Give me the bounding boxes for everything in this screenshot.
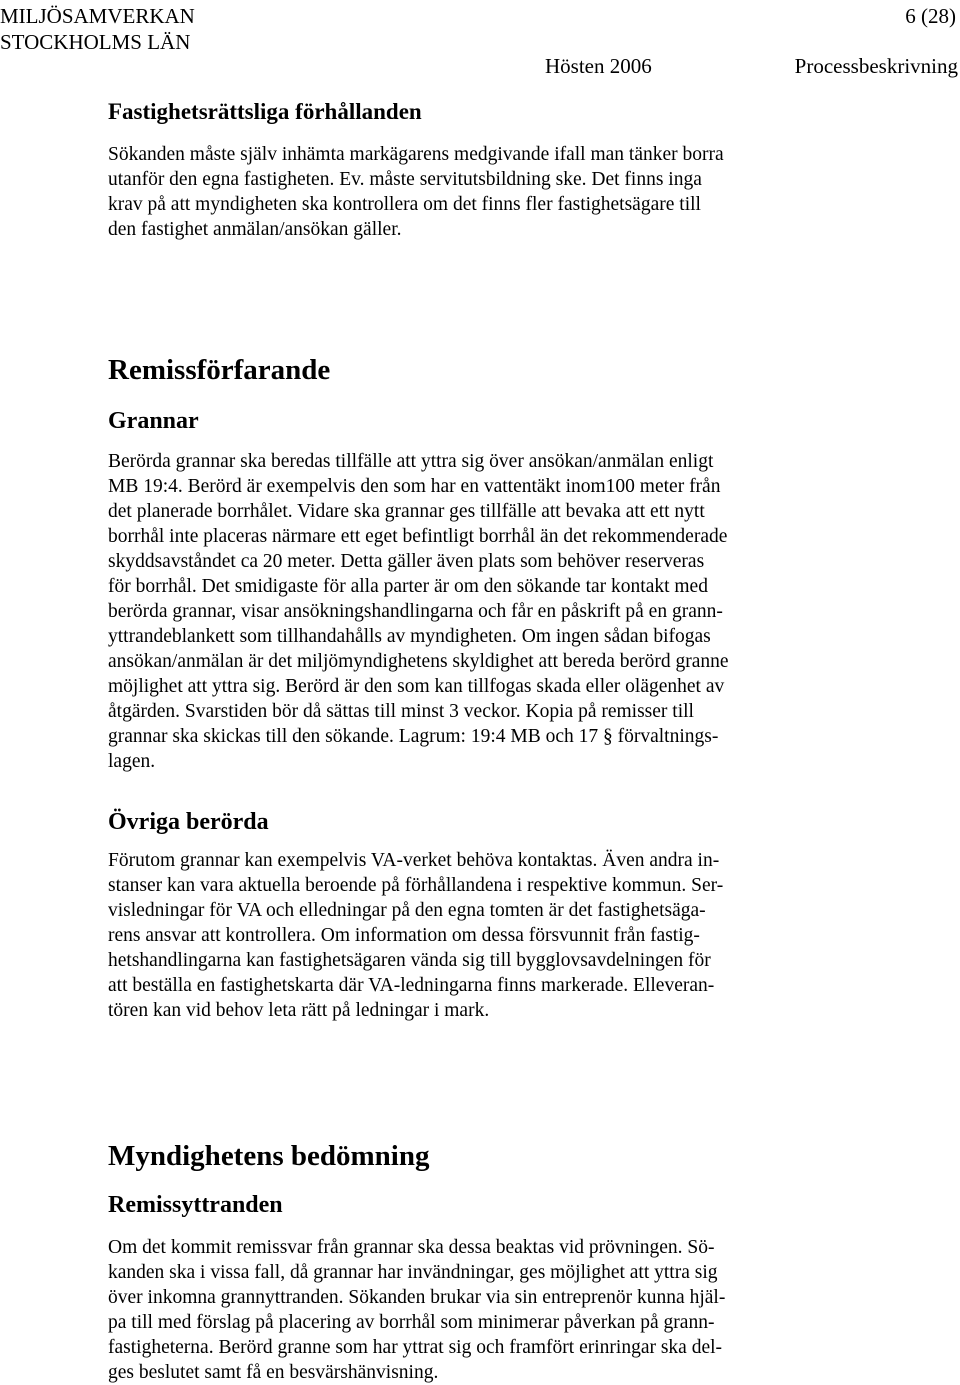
text-line: yttrandeblankett som tillhandahålls av myndigheten. Om ingen sådan bifogas <box>108 626 711 647</box>
text-line: borrhål inte placeras närmare ett eget befintligt borrhål än det rekommenderade <box>108 526 728 547</box>
text-line: hetshandlingarna kan fastighetsägaren vända sig till bygglovsavdelningen för <box>108 950 711 971</box>
text-line: den fastighet anmälan/ansökan gäller. <box>108 219 402 240</box>
text-line: ges beslutet samt få en besvärshänvisning. <box>108 1362 439 1383</box>
text-line: åtgärden. Svarstiden bör då sättas till minst 3 veckor. Kopia på remisser till <box>108 701 694 722</box>
text-line: pa till med förslag på placering av borrhål som minimerar påverkan på grann- <box>108 1312 715 1333</box>
text-line: rens ansvar att kontrollera. Om information om dessa försvunnit från fastig- <box>108 925 700 946</box>
text-line: visledningar för VA och elledningar på den egna tomten är det fastighetsäga- <box>108 900 706 921</box>
text-line: skyddsavståndet ca 20 meter. Detta gäller även plats som behöver reserveras <box>108 551 705 572</box>
text-line: berörda grannar, visar ansökningshandlingarna och får en påskrift på en grann- <box>108 601 723 622</box>
text-line: stanser kan vara aktuella beroende på förhållandena i respektive kommun. Ser- <box>108 875 724 896</box>
text-line: tören kan vid behov leta rätt på ledningar i mark. <box>108 1000 490 1021</box>
text-line: lagen. <box>108 751 156 772</box>
text-line: över inkomna grannyttranden. Sökanden brukar via sin entreprenör kunna hjäl- <box>108 1287 726 1308</box>
paragraph-ovriga <box>108 848 848 1023</box>
text-line: Sökanden måste själv inhämta markägarens medgivande ifall man tänker borra <box>108 144 724 165</box>
text-line: att beställa en fastighetskarta där VA-ledningarna finns markerade. Elleveran- <box>108 975 715 996</box>
org-name-line1: MILJÖSAMVERKAN <box>0 4 195 28</box>
text-line: möjlighet att yttra sig. Berörd är den som kan tillfogas skada eller olägenhet av <box>108 676 725 697</box>
paragraph-bedomning <box>108 1235 848 1385</box>
text-line: Berörda grannar ska beredas tillfälle att yttra sig över ansökan/anmälan enligt <box>108 451 714 472</box>
section-heading-remiss: Remissförfarande <box>108 354 331 386</box>
paragraph-grannar <box>108 449 848 774</box>
org-name-line2: STOCKHOLMS LÄN <box>0 30 191 54</box>
text-line: ansökan/anmälan är det miljömyndighetens skyldighet att bereda berörd granne <box>108 651 729 672</box>
text-line: utanför den egna fastigheten. Ev. måste servitutsbildning ske. Det finns inga <box>108 169 702 190</box>
text-line: för borrhål. Det smidigaste för alla parter är om den sökande tar kontakt med <box>108 576 708 597</box>
text-line: Om det kommit remissvar från grannar ska dessa beaktas vid prövningen. Sö- <box>108 1237 715 1258</box>
section-heading-fastighet: Fastighetsrättsliga förhållanden <box>108 99 422 124</box>
text-line: grannar ska skickas till den sökande. Lagrum: 19:4 MB och 17 § förvaltnings- <box>108 726 719 747</box>
subheading-remissyttranden: Remissyttranden <box>108 1192 283 1218</box>
header-term: Hösten 2006 <box>545 54 652 78</box>
text-line: MB 19:4. Berörd är exempelvis den som har en vattentäkt inom100 meter från <box>108 476 721 497</box>
section-heading-bedomning: Myndighetens bedömning <box>108 1140 430 1172</box>
subheading-grannar: Grannar <box>108 408 199 434</box>
text-line: fastigheterna. Berörd granne som har yttrat sig och framfört erinringar ska del- <box>108 1337 723 1358</box>
text-line: det planerade borrhålet. Vidare ska grannar ges tillfälle att bevaka att ett nytt <box>108 501 705 522</box>
text-line: krav på att myndigheten ska kontrollera om det finns fler fastighetsägare till <box>108 194 701 215</box>
section-heading-ovriga: Övriga berörda <box>108 809 269 835</box>
paragraph-fastighet <box>108 142 848 242</box>
page-number: 6 (28) <box>905 4 956 28</box>
text-line: Förutom grannar kan exempelvis VA-verket behöva kontaktas. Även andra in- <box>108 850 720 871</box>
text-line: kanden ska i vissa fall, då grannar har invändningar, ges möjlighet att yttra sig <box>108 1262 718 1283</box>
header-doc-title: Processbeskrivning <box>794 54 958 78</box>
